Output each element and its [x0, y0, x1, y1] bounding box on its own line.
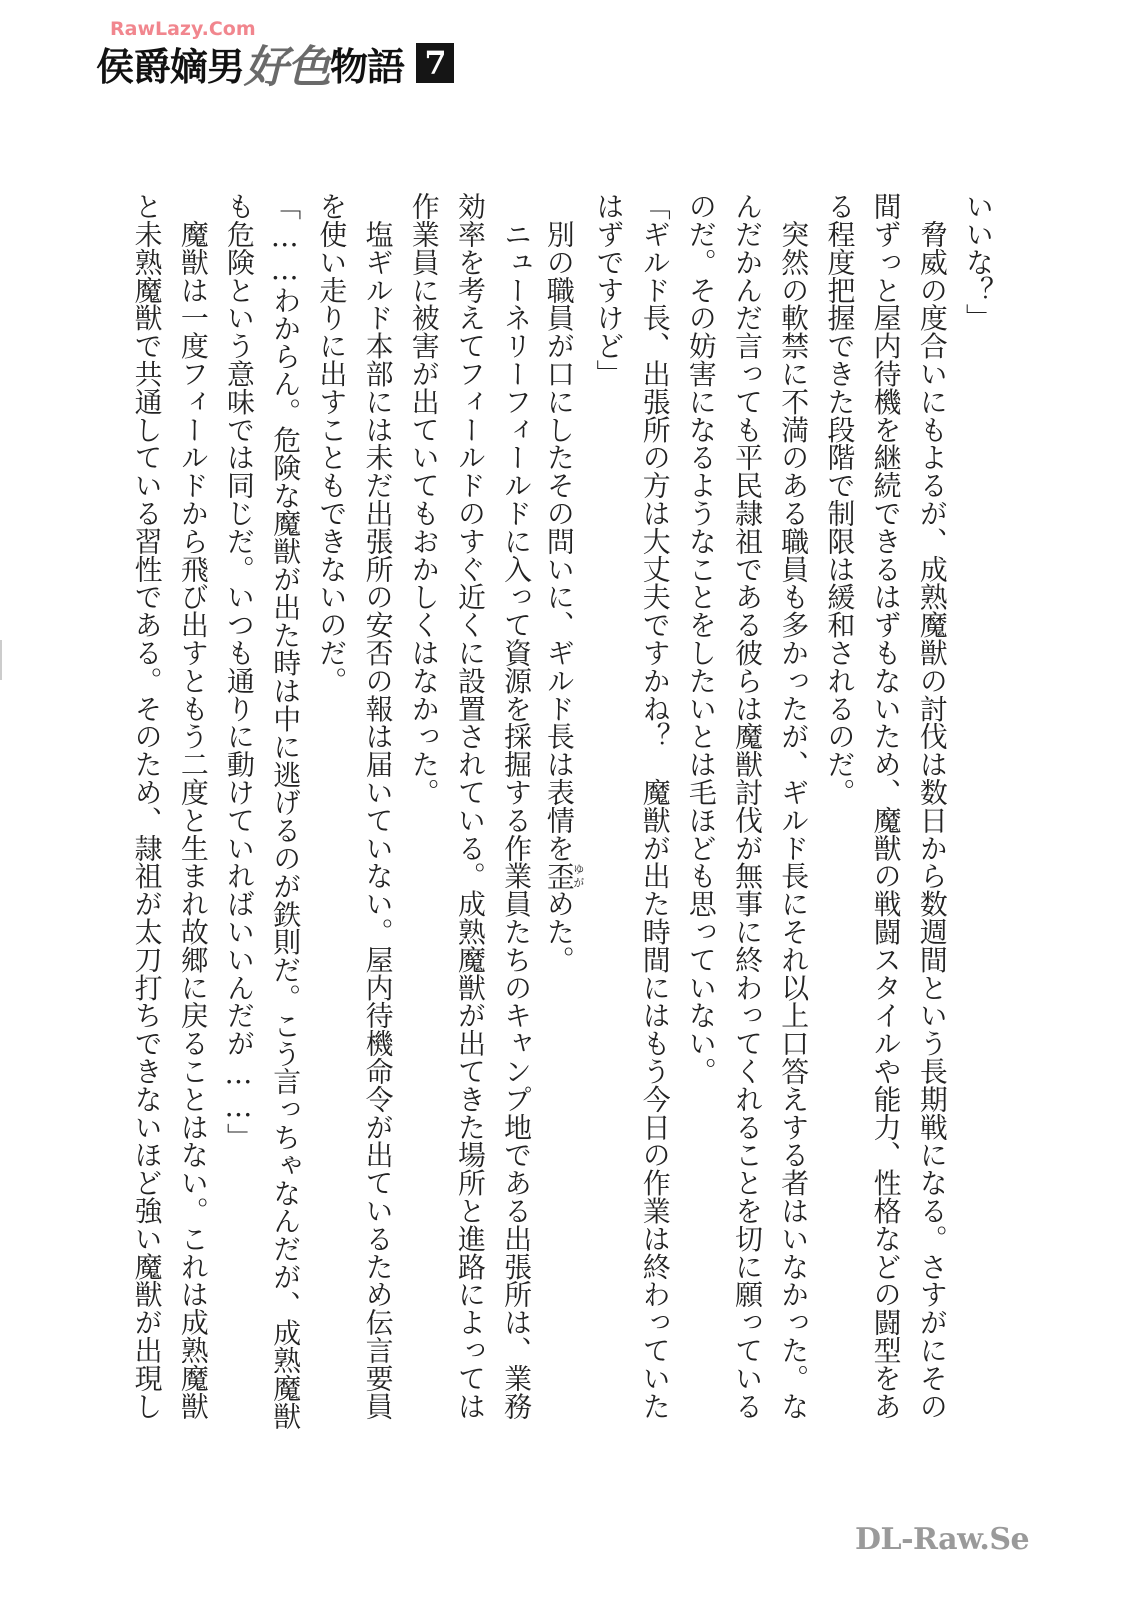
text-segment: 「……わからん。危険な魔獣が出た時は中に逃げるのが鉄則だ。こう言っちゃなんだが、成熟魔獣: [268, 192, 302, 1430]
text-column: [677, 192, 723, 1432]
text-column: [861, 192, 907, 1432]
text-segment: めた。: [541, 889, 575, 974]
title-part: 侯爵嫡男: [96, 43, 245, 89]
text-segment: 効率を考えてフィールドのすぐ近くに設置されている。成熟魔獣が出てきた場所と進路によっては: [452, 192, 486, 1420]
text-column: [538, 192, 584, 1432]
watermark-bottom: DL-Raw.Se: [855, 1522, 1030, 1557]
page-edge-mark: [0, 640, 2, 680]
text-segment: 作業員に被害が出ていてもおかしくはなかった。: [406, 192, 440, 806]
text-column: [908, 192, 954, 1432]
text-segment: を使い走りに出すこともできないのだ。: [314, 192, 348, 695]
text-column: [446, 192, 492, 1432]
text-segment: はずですけど」: [591, 192, 625, 388]
text-segment: のだ。その妨害になるようなことをしたいとは毛ほども思っていない。: [683, 192, 717, 1085]
text-segment: いいな？」: [961, 192, 994, 332]
text-segment: ニューネリーフィールドに入って資源を採掘する作業員たちのキャンプ地である出張所は、業務: [499, 192, 533, 1420]
text-column: [815, 192, 861, 1432]
running-header: [96, 38, 454, 93]
text-segment: る程度把握できた段階で制限は緩和されるのだ。: [822, 192, 856, 806]
text-column: [954, 192, 1000, 1432]
text-column: [122, 192, 168, 1432]
text-segment: 脅威の度合いにもよるが、成熟魔獣の討伐は数日から数週間という長期戦になる。さすがにその: [914, 192, 948, 1420]
text-segment: 「ギルド長、出張所の方は大丈夫ですかね？ 魔獣が出た時間にはもう今日の作業は終わっていた: [637, 192, 671, 1420]
text-column: [631, 192, 677, 1432]
text-column: [261, 192, 307, 1432]
text-segment: んだかんだ言っても平民隷祖である彼らは魔獣討伐が無事に終わってくれることを切に願っている: [730, 192, 764, 1420]
title-part: 物語: [330, 43, 405, 89]
text-segment: 別の職員が口にしたその問いに、ギルド長は表情を: [541, 192, 575, 862]
text-segment: 突然の軟禁に不満のある職員も多かったが、ギルド長にそれ以上口答えする者はいなかった。な: [776, 192, 810, 1420]
volume-badge: 7: [416, 43, 454, 83]
text-column: [492, 192, 538, 1432]
text-column: [584, 192, 630, 1432]
text-segment: も危険という意味では同じだ。いつも通りに動けていればいいんだが……」: [222, 192, 255, 1151]
text-segment: 塩ギルド本部には未だ出張所の安否の報は届いていない。屋内待機命令が出ているため伝言要員: [360, 192, 394, 1420]
text-segment: 間ずっと屋内待機を継続できるはずもないため、魔獣の戦闘スタイルや能力、性格などの闘型をあ: [868, 192, 902, 1420]
watermark-top: RawLazy.Com: [110, 18, 256, 40]
ruby-text: 歪ゆが: [541, 861, 585, 890]
body-text: [122, 192, 1000, 1432]
text-column: [215, 192, 261, 1432]
text-column: [307, 192, 353, 1432]
text-column: [723, 192, 769, 1432]
ruby-reading: ゆが: [571, 861, 585, 890]
text-column: [169, 192, 215, 1432]
text-column: [769, 192, 815, 1432]
title-accent: 好色: [244, 42, 331, 93]
text-segment: と未熟魔獣で共通している習性である。そのため、隷祖が太刀打ちできないほど強い魔獣が出現し: [129, 192, 163, 1420]
text-column: [400, 192, 446, 1432]
text-column: [353, 192, 399, 1432]
text-segment: 魔獣は一度フィールドから飛び出すともう二度と生まれ故郷に戻ることはない。これは成熟魔獣: [175, 192, 209, 1420]
